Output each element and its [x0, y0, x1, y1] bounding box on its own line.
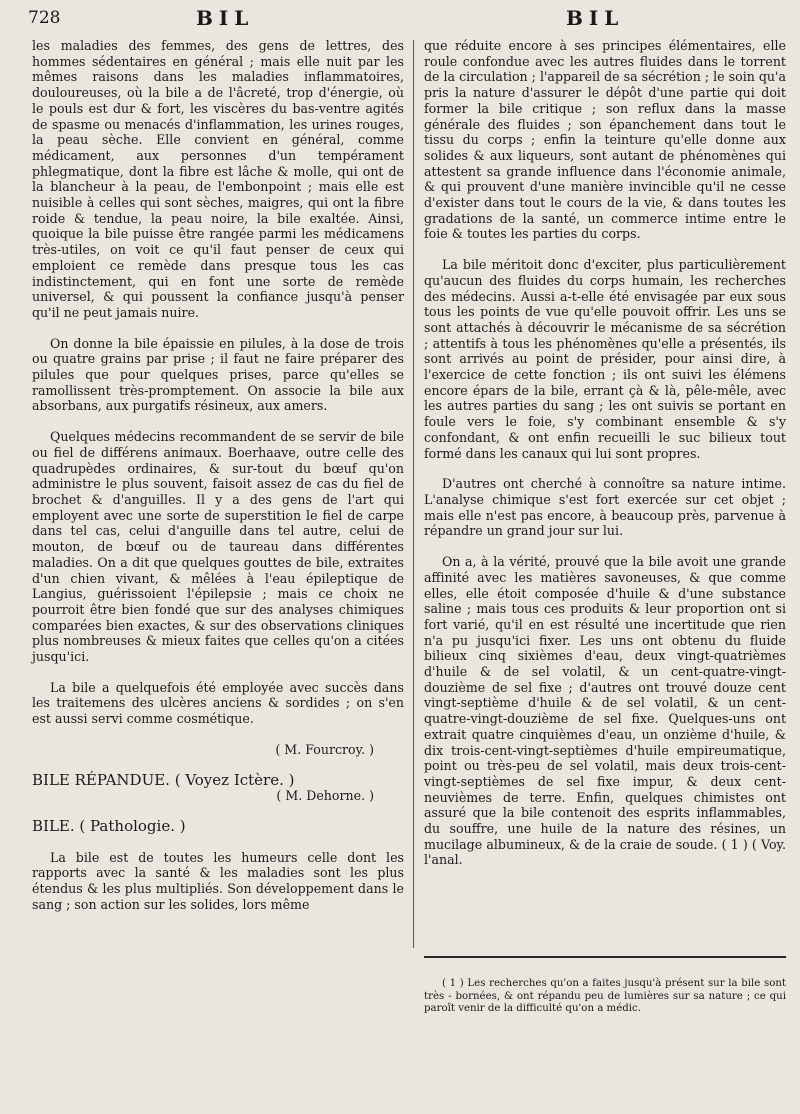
footnote: [424, 978, 786, 1016]
left-paragraph-4: La bile a quelquefois été employée avec succès dans les traitemens des ulcères anciens & sordides ; on s'en est aussi servi comme cosmétique.: [32, 679, 404, 727]
author-signature-dehorne: ( M. Dehorne. ): [276, 788, 374, 804]
footnote-rule: [424, 956, 786, 958]
right-paragraph-3: D'autres ont cherché à connoître sa nature intime. L'analyse chimique s'est fort exercée sur cet objet ; mais elle n'est pas encore, à beaucoup près, parvenue à répandre un grand jour sur lui.: [424, 476, 786, 539]
column-divider: [413, 40, 414, 948]
right-column: [424, 38, 786, 868]
right-paragraph-4: On a, à la vérité, prouvé que la bile avoit une grande affinité avec les matières savoneuses, & que comme elles, elle étoit composée d'huile & d'une substance saline ; mais tous ces produits & leur proportion ont si fort varié, qu'il en est résulté une incertitude que rien n'a pu jusqu'ici fixer. Les uns ont obtenu du fluide bilieux cinq sixièmes d'eau, deux vingt-quatrièmes d'huile & de sel volatil, & un cent-quatre-vingt-douzième de sel fixe ; d'autres ont trouvé douze cent vingt-septième d'huile & de sel volatil, & un cent-quatre-vingt-douzième de sel fixe. Quelques-uns ont extrait quatre cinquièmes d'eau, un onzième d'huile, & dix trois-cent-vingt-septièmes d'huile empireumatique, point ou très-peu de sel volatil, mais deux trois-cent-vingt-septièmes de sel fixe impur, & deux cent-neuvièmes de terre. Enfin, quelques chimistes ont assuré que la bile contenoit des esprits inflammables, du souffre, une huile de la nature des résines, un mucilage albumineux, & de la craie de soude. ( 1 ) ( Voy. l'anal.: [424, 554, 786, 868]
running-head-right: BIL: [566, 6, 625, 30]
right-paragraph-2: La bile méritoit donc d'exciter, plus particulièrement qu'aucun des fluides du corps humain, les recherches des médecins. Aussi a-t-elle été envisagée par eux sous tous les points de vue qu'elle pouvoit offrir. Les uns se sont attachés à découvrir le mécanisme de sa sécrétion ; attentifs à tous les phénomènes qu'elle a présentés, ils sont arrivés au point de présider, pour ainsi dire, à l'exercice de cette fonction ; ils ont suivi les élémens encore épars de la bile, errant çà & là, pêle-mêle, avec les autres parties du sang ; les ont suivis se portant en foule vers le foie, s'y combinant ensemble & s'y confondant, & ont enfin recueilli le suc bilieux tout formé dans les canaux qui lui sont propres.: [424, 257, 786, 461]
left-paragraph-3: Quelques médecins recommandent de se servir de bile ou fiel de différens animaux. Boerhaave, outre celle des quadrupèdes ordinaires, & sur-tout du bœuf qu'on administre le plus souvent, faisoit assez de cas du fiel de brochet & d'anguilles. Il y a des gens de l'art qui employent avec une sorte de superstition le fiel de carpe dans tel cas, celui d'anguille dans tel autre, celui de mouton, de bœuf ou de taureau dans différentes maladies. On a dit que quelques gouttes de bile, extraites d'un chien vivant, & mêlées à l'eau épileptique de Langius, guérissoient l'épilepsie ; mais ce choix ne pourroit être bien fondé que sur des analyses chimiques comparées bien exactes, & sur des observations cliniques plus nombreuses & mieux faites que celles qu'on a citées jusqu'ici.: [32, 429, 404, 665]
left-column: [32, 38, 404, 912]
page-number: 728: [28, 8, 61, 28]
running-head-left: BIL: [196, 6, 255, 30]
entry-heading-bile-pathologie: BILE. ( Pathologie. ): [32, 816, 186, 835]
left-paragraph-1: les maladies des femmes, des gens de lettres, des hommes sédentaires en général ; mais elle nuit par les mêmes raisons dans les maladies inflammatoires, douloureuses, où la bile a de l'âcreté, trop d'énergie, où le pouls est dur & fort, les viscères du bas-ventre agités de spasme ou menacés d'inflammation, les urines rouges, la peau sèche. Elle convient en général, comme médicament, aux personnes d'un tempérament phlegmatique, dont la fibre est lâche & molle, qui ont de la blancheur à la peau, de l'embonpoint ; mais elle est nuisible à celles qui sont sèches, maigres, qui ont la fibre roide & tendue, la peau noire, la bile exaltée. Ainsi, quoique la bile puisse être rangée parmi les médicamens très-utiles, on voit ce qu'il faut penser de ceux qui emploient ce remède dans presque tous les cas indistinctement, qui en font une sorte de remède universel, & qui poussent la confiance jusqu'à penser qu'il ne peut jamais nuire.: [32, 38, 404, 320]
entry-heading-bile-repandue: BILE RÉPANDUE. ( Voyez Ictère. ): [32, 770, 295, 789]
left-paragraph-2: On donne la bile épaissie en pilules, à la dose de trois ou quatre grains par prise ; il faut ne faire préparer des pilules que pour quelques prises, parce qu'elles se ramollissent très-promptement. On associe la bile aux absorbans, aux purgatifs résineux, aux amers.: [32, 335, 404, 414]
left-paragraph-5: La bile est de toutes les humeurs celle dont les rapports avec la santé & les maladies sont les plus étendus & les plus multipliés. Son développement dans le sang ; son action sur les solides, lors même: [32, 849, 404, 912]
right-paragraph-1: que réduite encore à ses principes élémentaires, elle roule confondue avec les autres fluides dans le torrent de la circulation ; l'appareil de sa sécrétion ; le soin qu'a pris la nature d'assurer le dépôt d'une partie qui doit former la bile critique ; son reflux dans la masse générale des fluides ; son épanchement dans tout le tissu du corps ; enfin la teinture qu'elle donne aux solides & aux liqueurs, sont autant de phénomènes qui attestent sa grande influence dans l'économie animale, & qui prouvent d'une manière invincible qu'il ne cesse d'exister dans tout le cours de la vie, & dans toutes les gradations de la santé, un commerce intime entre le foie & toutes les parties du corps.: [424, 38, 786, 242]
author-signature-fourcroy: ( M. Fourcroy. ): [275, 741, 374, 757]
footnote-text: ( 1 ) Les recherches qu'on a faites jusqu'à présent sur la bile sont très - bornées, & ont répandu peu de lumières sur sa nature ; ce qui paroît venir de la difficulté qu'on a médic.: [424, 978, 786, 1015]
